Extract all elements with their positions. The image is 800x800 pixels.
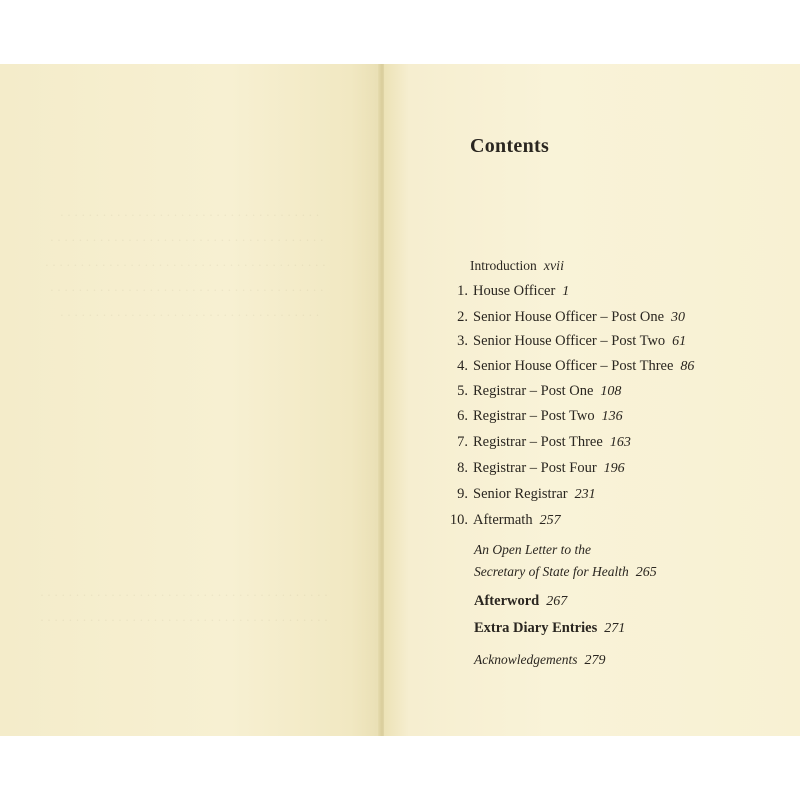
toc-label: An Open Letter to the bbox=[474, 542, 591, 557]
toc-label: Aftermath bbox=[473, 512, 533, 528]
toc-entry-chapter-9 bbox=[446, 486, 596, 503]
toc-entry-chapter-2 bbox=[446, 309, 685, 326]
toc-page-number: 108 bbox=[600, 384, 622, 399]
toc-page-number: 30 bbox=[671, 310, 686, 325]
toc-label: Extra Diary Entries bbox=[474, 620, 598, 636]
toc-entry-afterword bbox=[474, 593, 567, 610]
toc-entry-open-letter-line1 bbox=[474, 542, 591, 558]
chapter-number: 1. bbox=[457, 283, 468, 299]
chapter-number: 4. bbox=[457, 358, 468, 374]
bleed-through-text: . . . . . . . . . . . . . . . . . . . . . . . . . . . . . . . . . . . . . bbox=[60, 304, 320, 319]
toc-label: Registrar – Post One bbox=[473, 383, 594, 399]
toc-entry-chapter-3 bbox=[446, 333, 686, 350]
toc-entry-chapter-7 bbox=[446, 434, 631, 451]
bleed-through-text: . . . . . . . . . . . . . . . . . . . . . . . . . . . . . . . . . . . . . . . bbox=[50, 229, 324, 244]
toc-label: Acknowledgements bbox=[474, 652, 578, 667]
toc-entry-open-letter-line2 bbox=[474, 564, 657, 581]
toc-label: Senior Registrar bbox=[473, 486, 568, 502]
page-title: Contents bbox=[470, 135, 550, 157]
left-page bbox=[0, 64, 381, 736]
toc-entry-introduction bbox=[470, 258, 564, 275]
toc-entry-chapter-6 bbox=[446, 408, 623, 425]
bleed-through-text: . . . . . . . . . . . . . . . . . . . . . . . . . . . . . . . . . . . . . . . bbox=[50, 279, 324, 294]
toc-label: Secretary of State for Health bbox=[474, 564, 629, 579]
toc-entry-chapter-1 bbox=[446, 283, 569, 300]
toc-page-number: 86 bbox=[680, 359, 695, 374]
toc-label: Registrar – Post Three bbox=[473, 434, 603, 450]
chapter-number: 8. bbox=[457, 460, 468, 476]
toc-entry-chapter-5 bbox=[446, 383, 621, 400]
bleed-through-text: . . . . . . . . . . . . . . . . . . . . . . . . . . . . . . . . . . . . . bbox=[60, 204, 320, 219]
chapter-number: 7. bbox=[457, 434, 468, 450]
toc-page-number: 267 bbox=[546, 594, 568, 609]
toc-label: Introduction bbox=[470, 258, 537, 273]
toc-entry-chapter-10 bbox=[446, 512, 561, 529]
toc-label: Senior House Officer – Post Three bbox=[473, 358, 674, 374]
toc-entry-chapter-8 bbox=[446, 460, 625, 477]
toc-page-number: 279 bbox=[584, 653, 606, 668]
chapter-number: 10. bbox=[449, 512, 468, 528]
toc-page-number: xvii bbox=[543, 259, 564, 274]
bleed-through-text: . . . . . . . . . . . . . . . . . . . . . . . . . . . . . . . . . . . . . . . . . bbox=[40, 584, 328, 599]
toc-label: Senior House Officer – Post Two bbox=[473, 333, 666, 349]
bleed-through-text: . . . . . . . . . . . . . . . . . . . . . . . . . . . . . . . . . . . . . . . . bbox=[45, 254, 326, 269]
toc-label: Afterword bbox=[474, 593, 540, 609]
chapter-number: 2. bbox=[457, 309, 468, 325]
toc-entry-chapter-4 bbox=[446, 358, 694, 375]
toc-entry-acknowledgements bbox=[474, 652, 605, 669]
toc-label: Senior House Officer – Post One bbox=[473, 309, 665, 325]
chapter-number: 6. bbox=[457, 408, 468, 424]
toc-page-number: 1 bbox=[562, 284, 570, 299]
toc-page-number: 231 bbox=[574, 487, 596, 502]
toc-page-number: 257 bbox=[539, 513, 561, 528]
chapter-number: 3. bbox=[457, 333, 468, 349]
open-book bbox=[0, 64, 800, 736]
chapter-number: 5. bbox=[457, 383, 468, 399]
toc-page-number: 163 bbox=[609, 435, 631, 450]
bleed-through-text: . . . . . . . . . . . . . . . . . . . . . . . . . . . . . . . . . . . . . . . . . bbox=[40, 609, 328, 624]
chapter-number: 9. bbox=[457, 486, 468, 502]
toc-page-number: 136 bbox=[601, 409, 623, 424]
toc-page-number: 61 bbox=[672, 334, 687, 349]
toc-page-number: 196 bbox=[603, 461, 625, 476]
toc-page-number: 271 bbox=[604, 621, 626, 636]
toc-label: Registrar – Post Two bbox=[473, 408, 595, 424]
toc-entry-extra-diary-entries bbox=[474, 620, 625, 637]
toc-label: House Officer bbox=[473, 283, 556, 299]
toc-page-number: 265 bbox=[635, 565, 657, 580]
toc-label: Registrar – Post Four bbox=[473, 460, 597, 476]
